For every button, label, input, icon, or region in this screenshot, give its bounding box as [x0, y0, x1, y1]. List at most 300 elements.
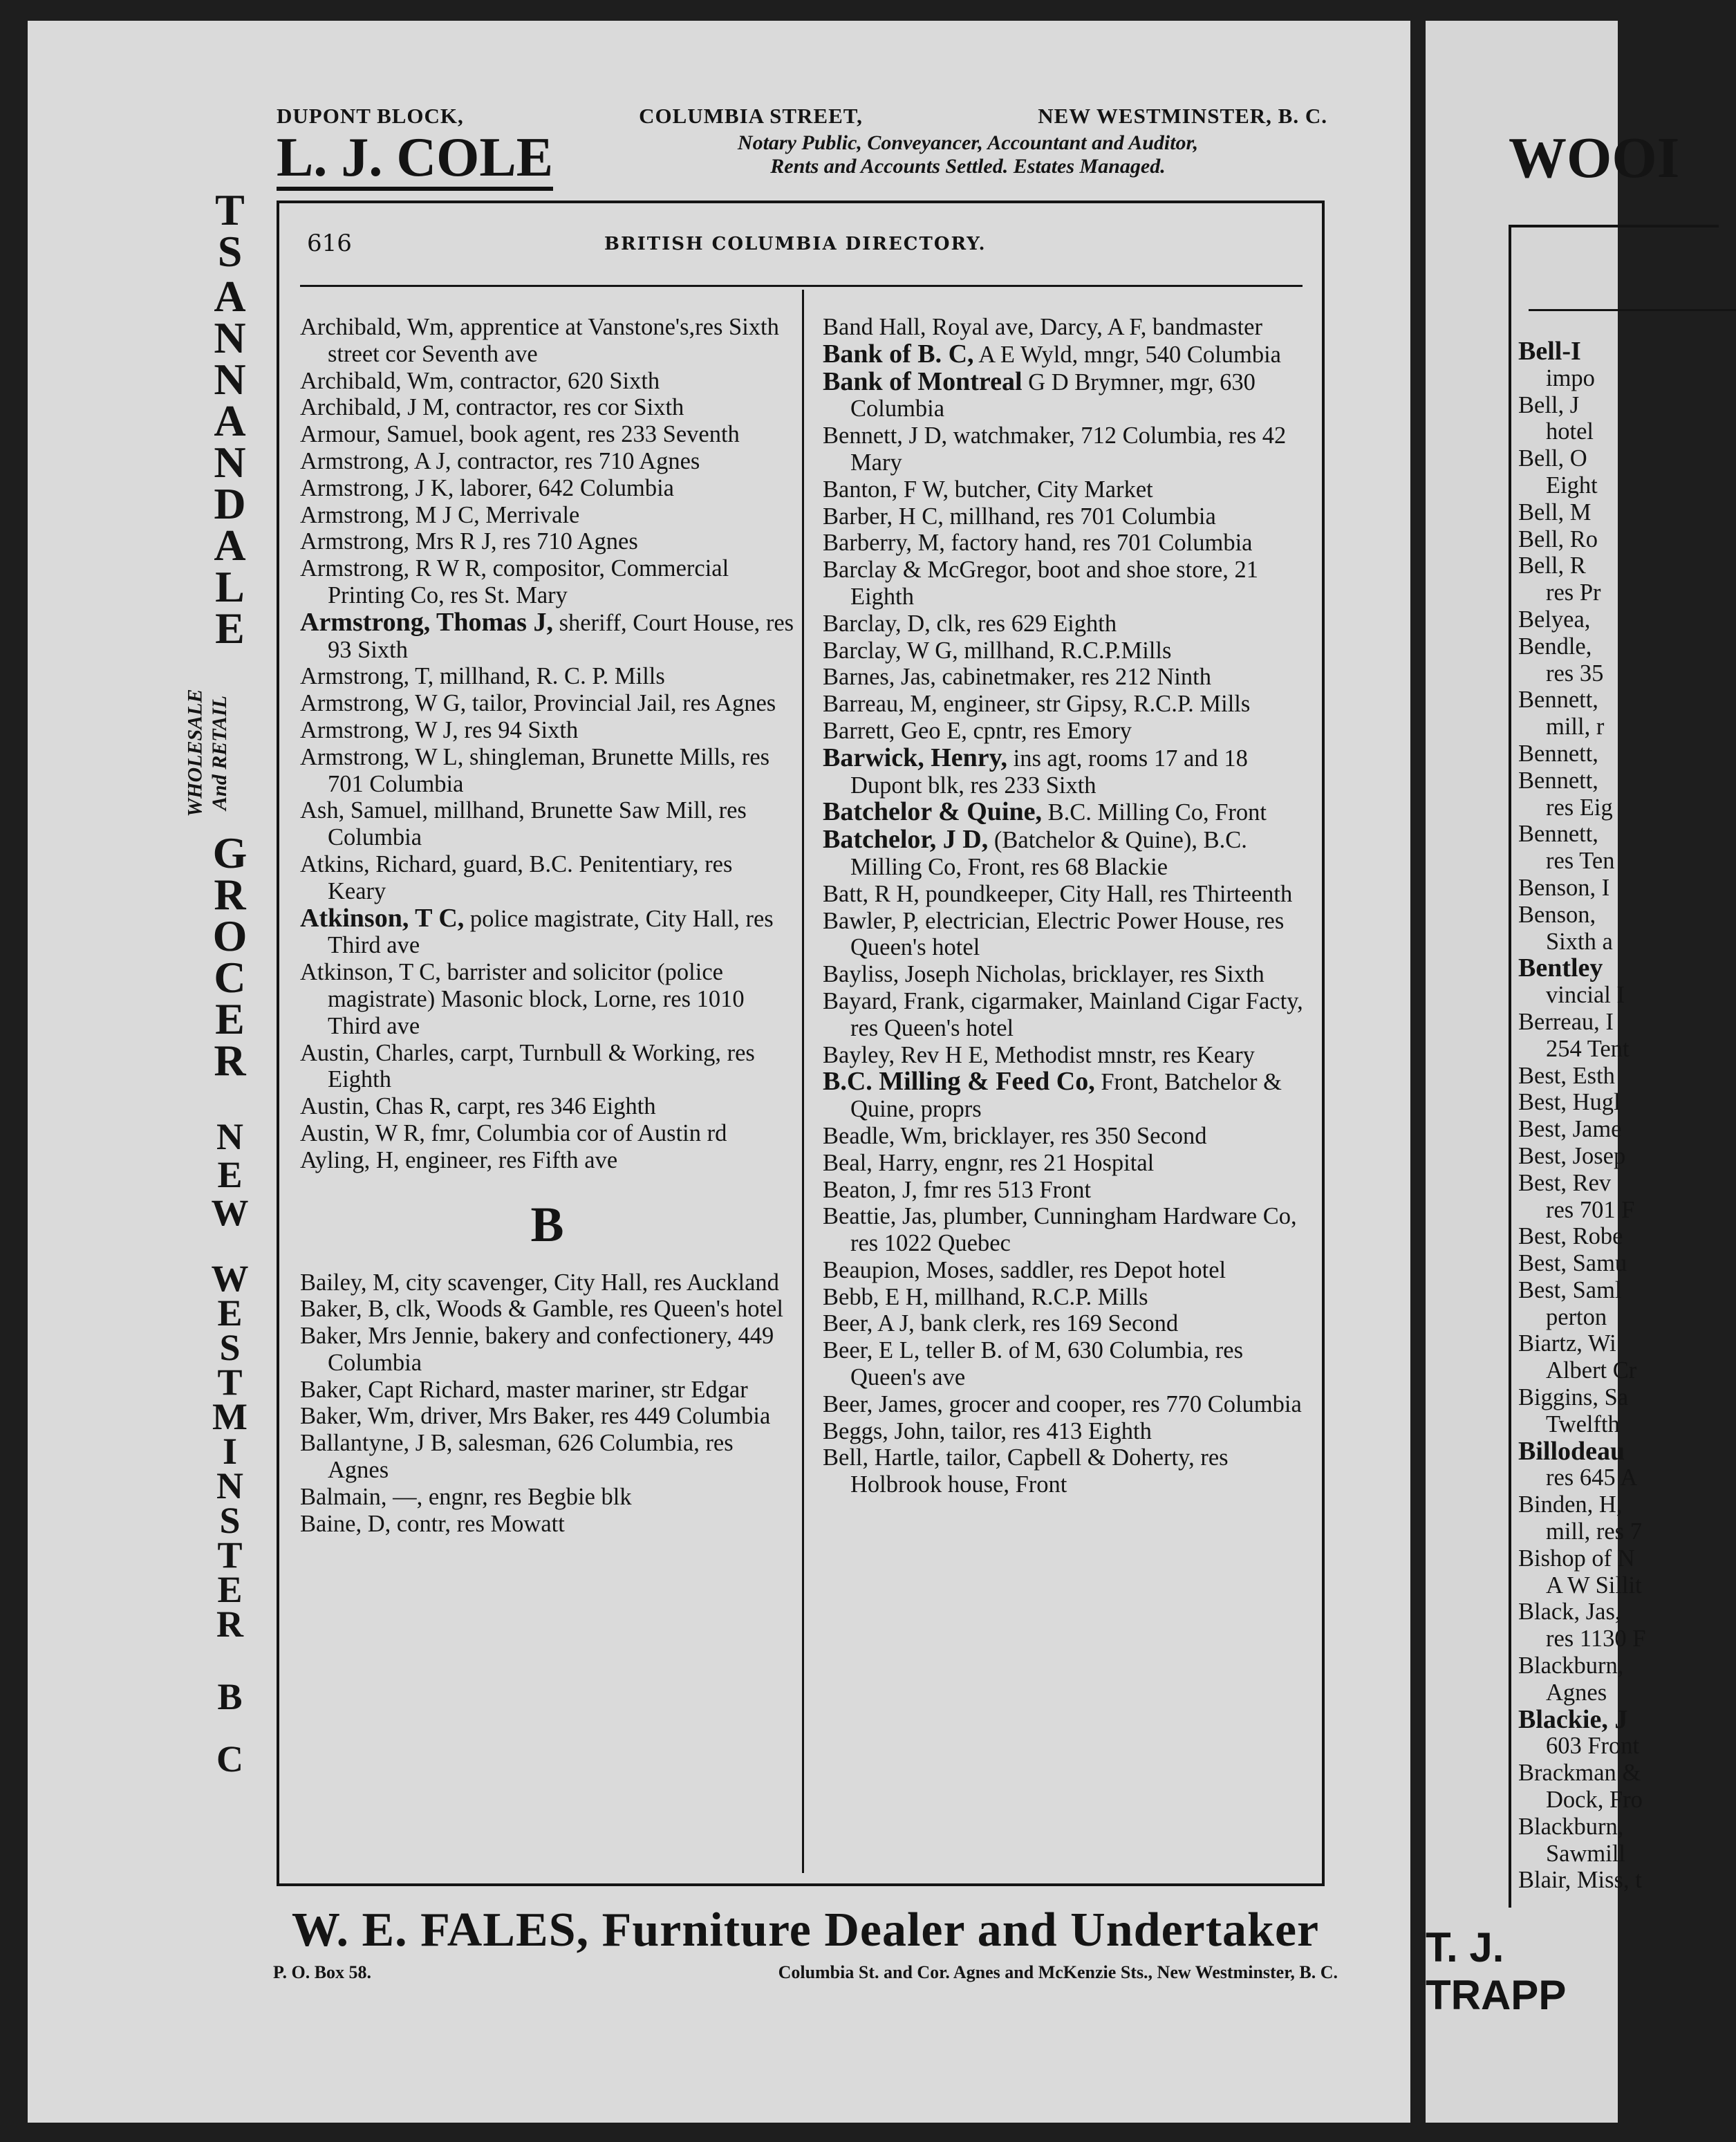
footer-advertisement: W. E. FALES, Furniture Dealer and Undertaker — [291, 1903, 1320, 1957]
entry-name: B.C. Milling & Feed Co, — [823, 1067, 1095, 1097]
entry-details: contractor, res cor Sixth — [449, 394, 684, 421]
directory-entry — [300, 851, 794, 905]
entry-details: engnr, res 21 Hospital — [938, 1149, 1155, 1176]
side-ad-letter: E — [217, 1154, 243, 1195]
entry-name: Ayling, H, — [300, 1146, 400, 1173]
directory-entry — [300, 1377, 794, 1404]
entry-details: ins agt, rooms 17 and 18 Dupont blk, res 233 Sixth — [850, 745, 1248, 799]
entry-name: Banton, F W, — [823, 476, 949, 503]
directory-entry — [300, 1093, 794, 1120]
footer-po-box: P. O. Box 58. — [273, 1962, 372, 1982]
directory-entry — [823, 988, 1317, 1042]
adjacent-entry-line: impo — [1546, 364, 1595, 391]
adjacent-entry-line: Sawmill — [1546, 1840, 1626, 1867]
directory-entry — [823, 422, 1317, 476]
adjacent-entry-line: Bennett, — [1518, 740, 1598, 767]
entry-details: compositor, Commercial Printing Co, res St. Mary — [328, 555, 729, 608]
entry-name: Beattie, Jas, — [823, 1203, 937, 1230]
entry-name: Armstrong, W J, — [300, 716, 458, 743]
entry-details: cigarmaker, Mainland Cigar Facty, res Queen's hotel — [850, 987, 1303, 1041]
adjacent-entry-line: res 701 F — [1546, 1196, 1635, 1223]
adjacent-entry-line: res Pr — [1546, 579, 1601, 606]
directory-entry — [300, 1511, 794, 1538]
side-ad-letter: A — [214, 521, 246, 570]
entry-name: Armstrong, J K, — [300, 474, 454, 501]
entry-details: cabinetmaker, res 212 Ninth — [935, 664, 1211, 691]
header-rule — [300, 285, 1303, 287]
entry-name: Barberry, M, — [823, 530, 945, 557]
entry-name: Bank of B. C, — [823, 339, 974, 369]
entry-name: Bebb, E H, — [823, 1283, 929, 1310]
adjacent-entry-line: Twelfth — [1546, 1410, 1620, 1437]
header-address-left: DUPONT BLOCK, — [277, 104, 464, 128]
side-ad-letter: B — [217, 1676, 243, 1717]
entry-details: carpt, res 346 Eighth — [451, 1093, 656, 1120]
entry-name: Beer, E L, — [823, 1337, 920, 1364]
entry-name: Bawler, P, — [823, 907, 920, 934]
directory-entry — [300, 1323, 794, 1377]
adjacent-entry-line: Bell, O — [1518, 445, 1587, 472]
directory-entry — [300, 314, 794, 368]
entry-details: barrister and solicitor (police magistrate) Masonic block, Lorne, res 1010 Third ave — [328, 959, 745, 1039]
entry-name: Bayley, Rev H E, — [823, 1041, 989, 1068]
entry-details: carpt, Turnbull & Working, res Eighth — [328, 1039, 755, 1093]
entry-name: Bayard, Frank, — [823, 987, 965, 1014]
entry-details: millhand, R.C.P.Mills — [958, 637, 1172, 664]
directory-entry — [823, 503, 1317, 530]
entry-details: saddler, res Depot hotel — [994, 1256, 1226, 1283]
header-desc-line2: Rents and Accounts Settled. Estates Managed. — [770, 155, 1166, 178]
entry-details: factory hand, res 701 Columbia — [944, 530, 1253, 557]
entry-details: apprentice at Vanstone's,res Sixth street cor Seventh ave — [328, 314, 779, 367]
adjacent-entry-line: res 35 — [1546, 660, 1604, 687]
side-ad-letter: R — [214, 1036, 246, 1085]
side-advertisement — [183, 185, 263, 1896]
adjacent-entry-line: perton — [1546, 1303, 1607, 1330]
directory-entry — [823, 557, 1317, 611]
adjacent-entry-line: Blackburn, — [1518, 1652, 1624, 1679]
directory-entry — [823, 1150, 1317, 1177]
entry-name: Batchelor, J D, — [823, 825, 989, 855]
adjacent-entry-line: Best, Jame — [1518, 1116, 1622, 1143]
entry-details: contr, res Mowatt — [391, 1510, 565, 1537]
directory-entry — [823, 637, 1317, 664]
side-ad-letter: A — [214, 272, 246, 321]
entry-details: city scavenger, City Hall, res Auckland — [400, 1269, 779, 1296]
side-ad-letter: T — [217, 1534, 243, 1576]
entry-details: salesman, 626 Columbia, res Agnes — [328, 1430, 734, 1484]
entry-details: bakery and confectionery, 449 Columbia — [328, 1323, 774, 1376]
directory-entry — [823, 881, 1317, 908]
adjacent-entry-line: Bennett, — [1518, 821, 1598, 848]
footer-address-line — [273, 1962, 1338, 1983]
entry-details: res 710 Agnes — [496, 528, 638, 555]
entry-name: Beal, Harry, — [823, 1149, 939, 1176]
entry-name: Bell, Hartle, — [823, 1444, 940, 1471]
entry-details: Methodist mnstr, res Keary — [989, 1041, 1255, 1068]
adjacent-entry-line: Bennett, — [1518, 687, 1598, 714]
entry-details: millhand, R. C. P. Mills — [433, 663, 665, 690]
adjacent-entry-line: Eight — [1546, 472, 1598, 499]
entry-name: Bailey, M, — [300, 1269, 400, 1296]
adjacent-entry-line: mill, r — [1546, 714, 1605, 741]
adjacent-entry-line: 254 Tent — [1546, 1035, 1630, 1062]
page-number: 616 — [307, 230, 352, 257]
adjacent-entry-line: Best, Saml — [1518, 1276, 1622, 1303]
left-entries-b — [300, 1269, 794, 1538]
entry-details: teller B. of M, 630 Columbia, res Queen's ave — [850, 1337, 1244, 1391]
adjacent-column — [1518, 338, 1726, 1894]
side-ad-letter: I — [222, 1431, 237, 1472]
adjacent-entry-line: Bell, J — [1518, 391, 1580, 418]
entry-details: G D Brymner, mgr, 630 Columbia — [850, 369, 1256, 422]
directory-entry — [823, 530, 1317, 557]
directory-entry — [823, 664, 1317, 691]
directory-entry — [823, 611, 1317, 637]
left-entries-a — [300, 314, 794, 1174]
entry-name: Ballantyne, J B, — [300, 1430, 453, 1457]
directory-entry — [823, 1418, 1317, 1445]
directory-entry — [300, 609, 794, 664]
adjacent-entry-line: Berreau, I — [1518, 1008, 1614, 1035]
adjacent-entry-line: Benson, I — [1518, 874, 1610, 901]
entry-name: Baker, Capt Richard, — [300, 1376, 501, 1403]
column-divider — [802, 290, 804, 1873]
adjacent-entry-line: Bell, M — [1518, 499, 1592, 525]
entry-name: Bank of Montreal — [823, 366, 1023, 396]
entry-name: Armstrong, W G, — [300, 690, 467, 717]
entry-details: guard, B.C. Penitentiary, res Keary — [328, 850, 733, 904]
entry-details: millhand, Brunette Saw Mill, res Columbia — [328, 797, 747, 851]
running-title: BRITISH COLUMBIA DIRECTORY. — [604, 234, 987, 254]
entry-details: clk, Woods & Gamble, res Queen's hotel — [389, 1296, 783, 1323]
directory-entry — [823, 1444, 1317, 1498]
side-ad-letter: T — [217, 1361, 243, 1403]
side-ad-letter: S — [219, 1327, 241, 1368]
entry-details: bricklayer, res Sixth — [1066, 961, 1264, 988]
entry-name: Beer, A J, — [823, 1310, 915, 1337]
entry-name: Beer, James, — [823, 1390, 943, 1417]
directory-entry — [823, 1310, 1317, 1337]
entry-name: Armstrong, W L, — [300, 743, 464, 770]
directory-entry — [823, 718, 1317, 745]
entry-details: grocer and cooper, res 770 Columbia — [942, 1390, 1302, 1417]
side-ad-letter: D — [214, 479, 246, 528]
entry-name: Archibald, J M, — [300, 394, 450, 421]
directory-entry — [823, 1177, 1317, 1204]
adjacent-entry-line: Bell-I — [1518, 337, 1581, 366]
directory-entry — [300, 475, 794, 502]
entry-details: contractor, 620 Sixth — [454, 367, 660, 394]
directory-entry — [823, 1042, 1317, 1069]
header-desc-line1: Notary Public, Conveyancer, Accountant and Auditor, — [737, 131, 1199, 154]
entry-name: Baker, Mrs Jennie, — [300, 1323, 480, 1350]
entry-name: Barrett, Geo E, — [823, 717, 967, 744]
side-ad-letter: N — [216, 1116, 243, 1157]
adjacent-entry-line: hotel — [1546, 418, 1594, 445]
entry-details: contractor, res 710 Agnes — [451, 447, 700, 474]
adjacent-page-header: WOOI — [1509, 126, 1680, 190]
directory-entry — [823, 1257, 1317, 1284]
entry-details: butcher, City Market — [949, 476, 1153, 503]
directory-entry — [300, 1147, 794, 1174]
directory-entry — [823, 1284, 1317, 1311]
directory-box — [277, 201, 1325, 1886]
header-address-mid: COLUMBIA STREET, — [639, 104, 863, 128]
adjacent-entry-line: Black, Jas, — [1518, 1599, 1621, 1626]
entry-name: Atkinson, T C, — [300, 903, 465, 933]
entry-details: plumber, Cunningham Hardware Co, res 1022 Quebec — [850, 1203, 1297, 1257]
entry-details: Merrivale — [479, 501, 580, 528]
side-ad-letter: A — [214, 396, 246, 445]
entry-details: res 94 Sixth — [458, 716, 579, 743]
entry-name: Armour, Samuel, — [300, 421, 465, 448]
directory-entry — [300, 528, 794, 555]
entry-name: Batt, R H, — [823, 880, 920, 907]
adjacent-entry-line: Binden, H, — [1518, 1491, 1623, 1518]
directory-entry — [823, 799, 1317, 826]
entry-details: bank clerk, res 169 Second — [914, 1310, 1179, 1337]
directory-entry — [823, 366, 1317, 423]
side-ad-letter: M — [212, 1396, 248, 1437]
side-ad-letter: E — [215, 994, 245, 1043]
directory-entry — [300, 1040, 794, 1094]
entry-details: Royal ave, Darcy, A F, bandmaster — [926, 314, 1262, 340]
entry-name: Barclay, D, — [823, 610, 931, 637]
side-ad-letter: G — [212, 828, 248, 877]
directory-entry — [823, 1068, 1317, 1123]
side-ad-letter: R — [214, 870, 246, 919]
entry-details: millhand, res 701 Columbia — [943, 503, 1216, 530]
entry-name: Atkins, Richard, — [300, 850, 458, 877]
directory-entry — [823, 341, 1317, 369]
entry-name: Armstrong, M J C, — [300, 501, 480, 528]
entry-details: Front, Batchelor & Quine, proprs — [850, 1069, 1282, 1123]
adjacent-entry-line: mill, res 7 — [1546, 1518, 1642, 1545]
right-column — [823, 314, 1317, 1498]
side-ad-letter: S — [219, 1500, 241, 1541]
entry-name: Archibald, Wm, — [300, 314, 454, 340]
directory-entry — [300, 421, 794, 448]
directory-entry — [823, 1203, 1317, 1257]
adjacent-entry-line: Biggins, Sa — [1518, 1384, 1629, 1411]
entry-name: Armstrong, Mrs R J, — [300, 528, 497, 555]
adjacent-entry-line: Blair, Miss, t — [1518, 1867, 1642, 1894]
adjacent-page-box — [1509, 225, 1719, 1908]
entry-name: Baine, D, — [300, 1510, 391, 1537]
directory-entry — [823, 826, 1317, 881]
adjacent-entry-line: Benson, — [1518, 901, 1596, 928]
side-ad-letter: T — [215, 185, 245, 234]
entry-details: tailor, Capbell & Doherty, res Holbrook house, Front — [850, 1444, 1229, 1498]
directory-entry — [300, 905, 794, 960]
directory-entry — [300, 394, 794, 421]
entry-details: electrician, Electric Power House, res Queen's hotel — [850, 907, 1285, 961]
entry-name: Balmain, —, — [300, 1483, 423, 1510]
entry-name: Barnes, Jas, — [823, 664, 936, 691]
entry-details: (Batchelor & Quine), B.C. Milling Co, Front, res 68 Blackie — [850, 827, 1247, 880]
directory-entry — [300, 1403, 794, 1430]
directory-entry — [300, 502, 794, 529]
side-ad-and-retail: And RETAIL — [207, 696, 231, 810]
entry-name: Austin, Charles, — [300, 1039, 455, 1066]
section-letter: B — [530, 1196, 564, 1252]
side-ad-letter: R — [216, 1603, 243, 1645]
side-ad-wholesale: WHOLESALE — [183, 689, 207, 817]
side-ad-letter: N — [216, 1465, 243, 1507]
entry-name: Beaupion, Moses, — [823, 1256, 995, 1283]
entry-name: Armstrong, R W R, — [300, 555, 487, 582]
entry-name: Armstrong, A J, — [300, 447, 451, 474]
directory-entry — [300, 1484, 794, 1511]
entry-name: Baker, Wm, — [300, 1403, 415, 1430]
directory-entry — [823, 745, 1317, 799]
entry-name: Austin, W R, — [300, 1119, 425, 1146]
adjacent-entry-line: Best, Hugl — [1518, 1089, 1621, 1116]
adjacent-entry-line: Blackburn, — [1518, 1813, 1624, 1840]
entry-name: Beaton, J, — [823, 1176, 918, 1203]
directory-entry — [823, 476, 1317, 503]
adjacent-entry-line: Dock, Fro — [1546, 1787, 1643, 1814]
side-ad-letter: W — [211, 1258, 249, 1299]
side-ad-letter: L — [215, 562, 245, 611]
directory-entry — [300, 1269, 794, 1296]
entry-details: B.C. Milling Co, Front — [1042, 799, 1267, 826]
entry-name: Austin, Chas R, — [300, 1093, 451, 1120]
side-ad-letter: S — [217, 227, 243, 276]
side-ad-letter: C — [216, 1738, 243, 1780]
header-address-right: NEW WESTMINSTER, B. C. — [1038, 104, 1327, 128]
entry-details: tailor, Provincial Jail, res Agnes — [466, 690, 776, 717]
entry-details: laborer, 642 Columbia — [454, 474, 674, 501]
left-column — [300, 314, 794, 1537]
directory-entry — [823, 314, 1317, 341]
entry-details: engnr, res Begbie blk — [422, 1483, 632, 1510]
side-ad-letter: N — [214, 313, 246, 362]
entry-details: sheriff, Court House, res 93 Sixth — [328, 609, 794, 663]
side-ad-letter: O — [212, 911, 248, 960]
adjacent-entry-line: Best, Samu — [1518, 1250, 1627, 1277]
side-ad-letter: N — [214, 438, 246, 487]
directory-entry — [300, 1296, 794, 1323]
adjacent-entry-line: Bell, Ro — [1518, 525, 1598, 552]
adjacent-entry-line: Best, Esth — [1518, 1062, 1615, 1089]
adjacent-entry-line: Best, Robe — [1518, 1223, 1623, 1250]
entry-details: police magistrate, City Hall, res Third ave — [328, 905, 774, 959]
entry-name: Band Hall, — [823, 314, 926, 340]
directory-entry — [823, 1337, 1317, 1391]
adjacent-entry-line: Best, Rev — [1518, 1169, 1612, 1196]
directory-entry — [300, 797, 794, 851]
entry-details: clk, res 629 Eighth — [930, 610, 1117, 637]
side-ad-letter: E — [217, 1569, 243, 1610]
entry-name: Bennett, J D, — [823, 422, 948, 449]
adjacent-entry-line: res 1130 F — [1546, 1626, 1646, 1652]
adjacent-entry-line: Albert Cr — [1546, 1357, 1637, 1384]
entry-details: engineer, res Fifth ave — [399, 1146, 618, 1173]
entry-name: Batchelor & Quine, — [823, 797, 1043, 827]
adjacent-entry-line: res 645 A — [1546, 1464, 1638, 1491]
entry-name: Beadle, Wm, — [823, 1122, 948, 1149]
footer-address: Columbia St. and Cor. Agnes and McKenzie Sts., New Westminster, B. C. — [778, 1962, 1338, 1982]
directory-entry — [300, 959, 794, 1039]
entry-details: bricklayer, res 350 Second — [947, 1122, 1207, 1149]
adjacent-entry-line: vincial I — [1546, 982, 1625, 1009]
entry-details: A E Wyld, mngr, 540 Columbia — [973, 341, 1281, 368]
entry-details: tailor, res 413 Eighth — [945, 1417, 1152, 1444]
entry-name: Barber, H C, — [823, 503, 944, 530]
adjacent-entry-line: Biartz, Wi — [1518, 1330, 1616, 1357]
side-ad-letter: E — [217, 1292, 243, 1334]
directory-entry — [300, 690, 794, 717]
entry-details: millhand, R.C.P. Mills — [928, 1283, 1148, 1310]
side-ad-letter: W — [211, 1192, 249, 1233]
adjacent-entry-line: 603 Front — [1546, 1733, 1640, 1760]
adjacent-entry-line: res Ten — [1546, 848, 1615, 875]
entry-name: Armstrong, Thomas J, — [300, 607, 553, 637]
adjacent-entry-line: Billodeau — [1518, 1436, 1625, 1466]
adjacent-header-rule — [1529, 309, 1736, 311]
entry-details: cpntr, res Emory — [967, 717, 1132, 744]
side-ad-letter: N — [214, 355, 246, 404]
header-description — [601, 131, 1334, 178]
directory-entry — [300, 717, 794, 744]
directory-entry — [823, 1391, 1317, 1418]
side-ad-letter: E — [215, 604, 245, 653]
entry-name: Archibald, Wm, — [300, 367, 454, 394]
entry-name: Atkinson, T C, — [300, 959, 441, 986]
directory-entry — [300, 448, 794, 475]
entry-name: Beggs, John, — [823, 1417, 946, 1444]
header-business-name: L. J. COLE — [277, 130, 553, 191]
header-advertisement — [277, 104, 1327, 188]
adjacent-entry-line: Belyea, — [1518, 606, 1591, 633]
entry-details: master mariner, str Edgar — [500, 1376, 748, 1403]
entry-name: Barreau, M, — [823, 691, 937, 718]
entry-details: fmr res 513 Front — [917, 1176, 1092, 1203]
directory-entry — [823, 961, 1317, 988]
entry-name: Baker, B, — [300, 1296, 390, 1323]
adjacent-page — [1426, 21, 1680, 2123]
adjacent-entry-line: Bell, R — [1518, 552, 1586, 579]
directory-entry — [300, 368, 794, 395]
adjacent-entry-line: Brackman & — [1518, 1760, 1641, 1787]
adjacent-entry-line: Blackie, J — [1518, 1704, 1628, 1734]
directory-entry — [300, 663, 794, 690]
directory-entry — [823, 691, 1317, 718]
entry-details: engineer, str Gipsy, R.C.P. Mills — [937, 691, 1251, 718]
adjacent-entry-line: Sixth a — [1546, 928, 1613, 955]
directory-entry — [300, 1120, 794, 1147]
adjacent-entry-line: Agnes — [1546, 1679, 1607, 1706]
directory-entry — [823, 1123, 1317, 1150]
directory-entry — [300, 1430, 794, 1484]
side-ad-letter: C — [214, 953, 246, 1002]
directory-entry — [300, 744, 794, 798]
entry-name: Ash, Samuel, — [300, 797, 428, 824]
directory-entry — [300, 555, 794, 609]
adjacent-entry-line: res Eig — [1546, 794, 1613, 821]
entry-details: book agent, res 233 Seventh — [464, 421, 740, 448]
directory-entry — [823, 908, 1317, 962]
entry-details: boot and shoe store, 21 Eighth — [850, 557, 1258, 610]
entry-name: Armstrong, T, — [300, 663, 434, 690]
entry-details: poundkeeper, City Hall, res Thirteenth — [919, 880, 1293, 907]
entry-details: fmr, Columbia cor of Austin rd — [424, 1119, 727, 1146]
adjacent-entry-line: A W Sillit — [1546, 1572, 1642, 1599]
entry-name: Barwick, Henry, — [823, 743, 1008, 772]
entry-details: driver, Mrs Baker, res 449 Columbia — [414, 1403, 771, 1430]
